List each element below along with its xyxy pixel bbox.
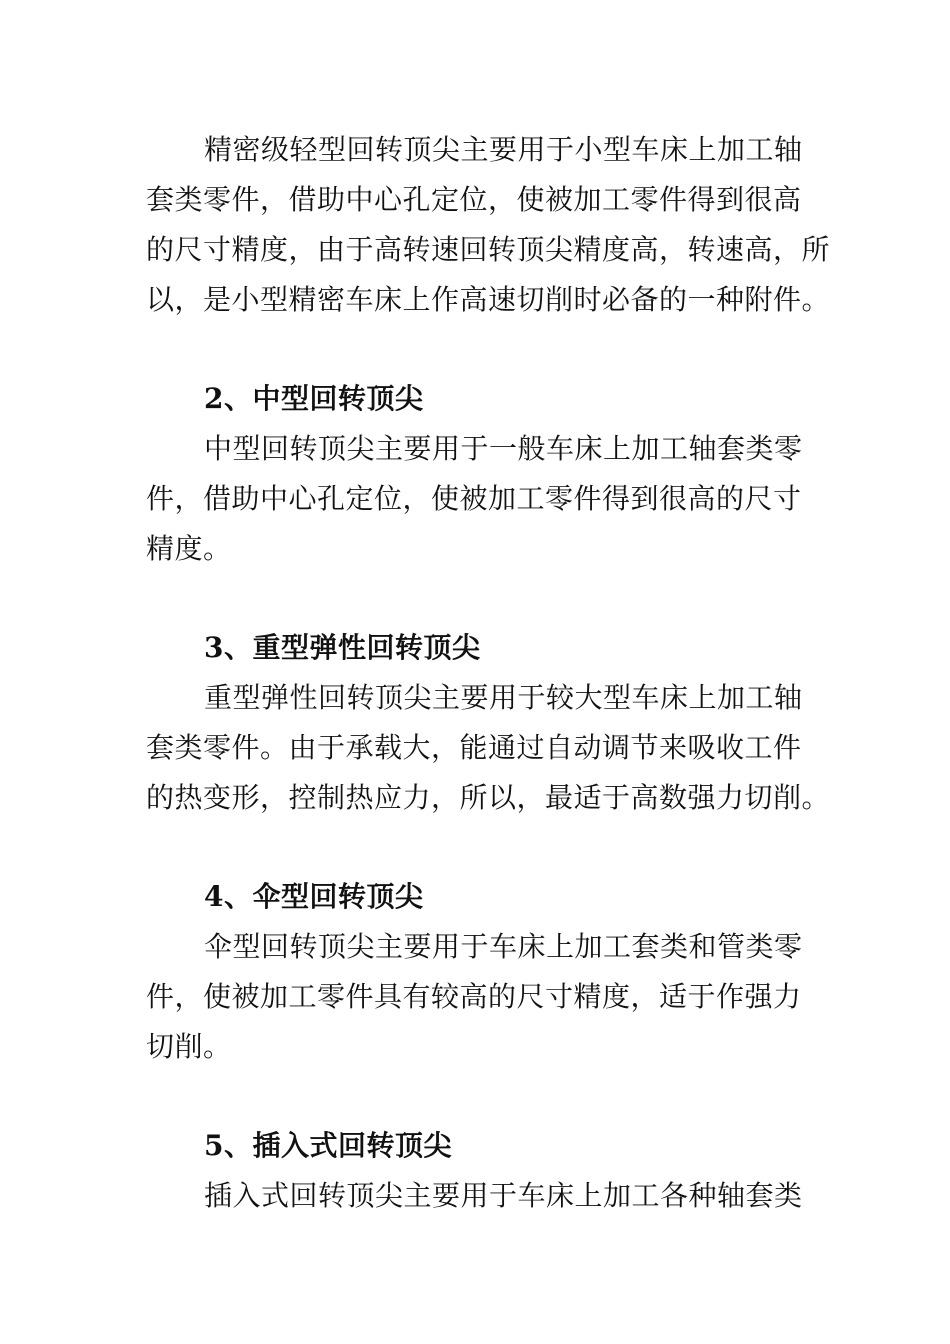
section-heading: 5、插入式回转顶尖 — [204, 1129, 452, 1162]
paragraph-line: 套类零件。由于承载大，能通过自动调节来吸收工件 — [146, 731, 802, 764]
section-heading: 4、伞型回转顶尖 — [204, 880, 424, 913]
paragraph-line: 件，借助中心孔定位，使被加工零件得到很高的尺寸 — [146, 482, 802, 515]
paragraph-line: 精度。 — [146, 532, 232, 565]
section-heading: 2、中型回转顶尖 — [204, 382, 424, 415]
paragraph-line: 以，是小型精密车床上作高速切削时必备的一种附件。 — [146, 283, 831, 316]
paragraph-line: 套类零件，借助中心孔定位，使被加工零件得到很高 — [146, 183, 802, 216]
paragraph-line: 精密级轻型回转顶尖主要用于小型车床上加工轴 — [204, 133, 803, 166]
section-heading: 3、重型弹性回转顶尖 — [204, 631, 481, 664]
paragraph-line: 中型回转顶尖主要用于一般车床上加工轴套类零 — [204, 432, 803, 465]
paragraph-line: 插入式回转顶尖主要用于车床上加工各种轴套类 — [204, 1179, 803, 1212]
paragraph-line: 的尺寸精度，由于高转速回转顶尖精度高，转速高，所 — [146, 233, 831, 266]
paragraph-line: 切削。 — [146, 1030, 232, 1063]
paragraph-line: 伞型回转顶尖主要用于车床上加工套类和管类零 — [204, 930, 803, 963]
paragraph-line: 重型弹性回转顶尖主要用于较大型车床上加工轴 — [204, 681, 803, 714]
paragraph-line: 件，使被加工零件具有较高的尺寸精度，适于作强力 — [146, 980, 802, 1013]
paragraph-line: 的热变形，控制热应力，所以，最适于高数强力切削。 — [146, 781, 831, 814]
